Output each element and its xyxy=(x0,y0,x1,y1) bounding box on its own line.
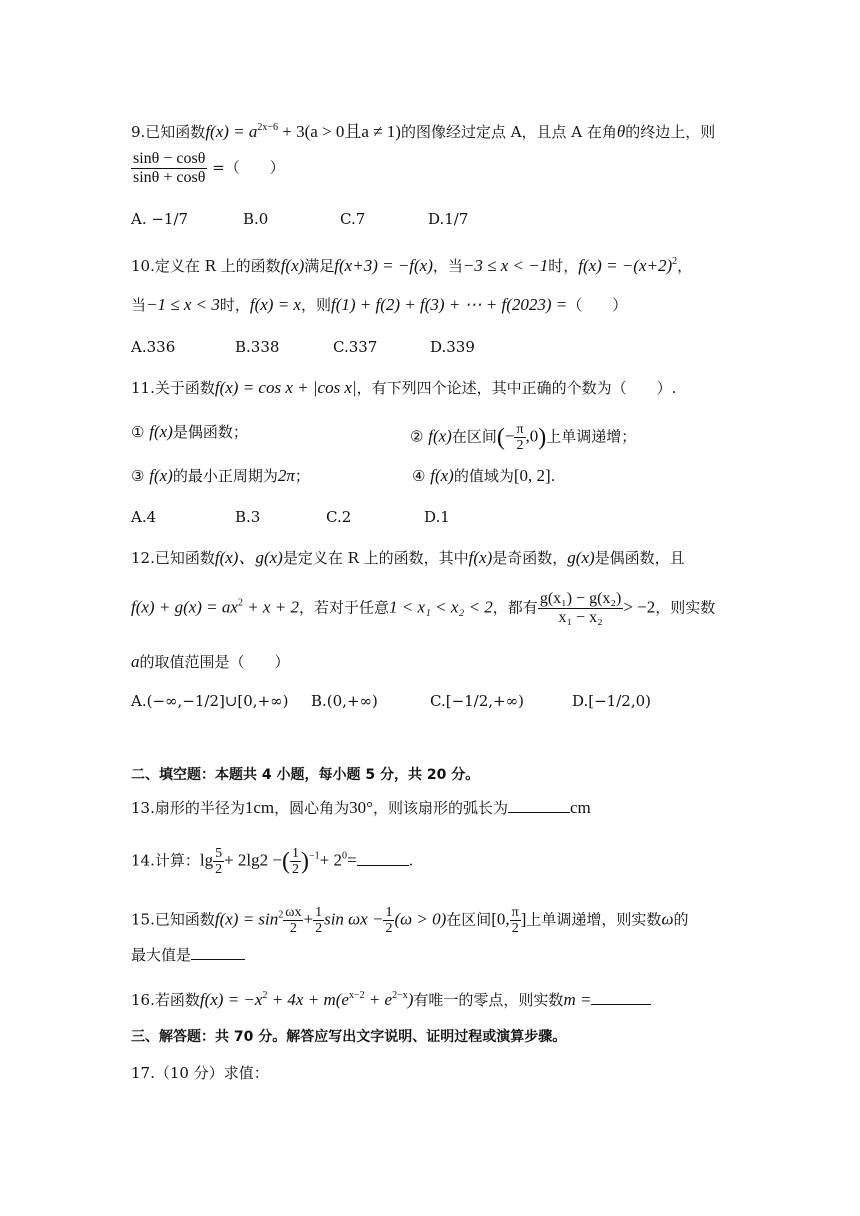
q14: 14.计算：lg $\frac{5}{2}$ + 2lg2 −( $\frac{1}{2}$ )$^{-1}+ 2^0=$ . xyxy=(131,846,414,877)
q11-statement-4: ④ f(x)的值域为[0, 2]. xyxy=(412,466,556,485)
q9-option-a: A. −1/7 xyxy=(131,210,189,228)
q12-line1: 12.已知函数f(x)、g(x)是定义在 R 上的函数，其中f(x)是奇函数，g(x)是偶函数，且 xyxy=(131,548,685,567)
q10-option-a: A.336 xyxy=(131,338,176,356)
q15-line2: 最大值是 xyxy=(131,945,245,965)
answer-blank xyxy=(508,798,570,813)
q10-line2: 当−1 ≤ x < 3时，f(x) = x，则f(1) + f(2) + f(3) + ⋯ + f(2023) =（ ） xyxy=(131,295,628,314)
section-3-heading: 三、解答题：共 70 分。解答应写出文字说明、证明过程或演算步骤。 xyxy=(131,1029,567,1045)
q15-line1: 15.已知函数$f(x) = \sin^2$ $\frac{\omega x}{2}$ + $\frac{1}{2}$ sin ωx − $\frac{1}{2}$ (ω > 0)在区间[0, $\frac{\pi}{2}$ ]上单调递增，则实数ω的 xyxy=(131,905,689,936)
q12-line3: a的取值范围是（ ） xyxy=(131,652,290,671)
q11-option-c: C.2 xyxy=(326,508,352,526)
q11-statement-3: ③ f(x)的最小正周期为2π； xyxy=(131,466,310,485)
section-2-heading: 二、填空题：本题共 4 小题，每小题 5 分，共 20 分。 xyxy=(131,767,480,783)
q11-statement-1: ① f(x)是偶函数； xyxy=(131,422,248,441)
answer-blank xyxy=(591,990,651,1005)
q12-line2: $f(x) + g(x) = ax^2 + x + 2$，若对于任意1 < x₁ < x₂ < 2，都有 $\frac{\text{g(x₁) − g(x₂)}}{\text{x₁ − x₂}}$ > −2，则实数 xyxy=(131,590,716,626)
q9-line1: 9.已知函数$f(x) = a^{2x-6} + 3(a > 0$且a ≠ 1)的图像经过定点 A，且点 A 在角θ的终边上，则 xyxy=(131,122,716,141)
q11-option-a: A.4 xyxy=(131,508,157,526)
q9-fraction: $\frac{\sin\theta - \cos\theta}{\sin\theta + \cos\theta}$ xyxy=(133,150,206,186)
q10-option-d: D.339 xyxy=(430,338,475,356)
q12-option-d: D.[−1/2,0) xyxy=(572,692,651,710)
answer-blank xyxy=(191,945,245,960)
q12-fraction: $\frac{\text{g(x₁) − g(x₂)}}{\text{x₁ − x₂}}$ xyxy=(539,590,622,626)
q9-option-c: C.7 xyxy=(340,210,366,228)
q9-line2: $\frac{\sin\theta - \cos\theta}{\sin\theta + \cos\theta}$ =（ ） xyxy=(133,150,285,186)
q9-option-b: B.0 xyxy=(243,210,269,228)
q12-option-b: B.(0,+∞) xyxy=(311,692,378,710)
q16: 16.若函数$f(x) = -x^2 + 4x + m(e^{x-2} + e^{2-x})$有唯一的零点，则实数m = xyxy=(131,986,651,1010)
q13: 13.扇形的半径为1cm，圆心角为30°，则该扇形的弧长为 cm xyxy=(131,798,591,817)
q9-func: f(x) = a xyxy=(205,122,258,141)
q12-option-c: C.[−1/2,+∞) xyxy=(430,692,524,710)
answer-blank xyxy=(357,851,409,866)
q11-stem: 11.关于函数f(x) = cos x + |cos x|，有下列四个论述，其中正确的个数为（ ）. xyxy=(131,378,677,397)
q9-option-d: D.1/7 xyxy=(428,210,469,228)
q11-option-b: B.3 xyxy=(235,508,261,526)
q10-line1: 10.定义在 R 上的函数f(x)满足f(x+3) = −f(x)，当−3 ≤ x < −1时，$f(x) = -(x+2)^2$， xyxy=(131,256,693,275)
q11-statement-2: ② f(x)在区间(− $\frac{\pi}{2}$ ,0)上单调递增； xyxy=(410,422,637,453)
q11-option-d: D.1 xyxy=(424,508,450,526)
q10-option-c: C.337 xyxy=(333,338,378,356)
q17: 17.（10 分）求值： xyxy=(131,1064,269,1082)
q12-option-a: A.(−∞,−1/2]∪[0,+∞) xyxy=(131,692,289,710)
q10-option-b: B.338 xyxy=(235,338,280,356)
